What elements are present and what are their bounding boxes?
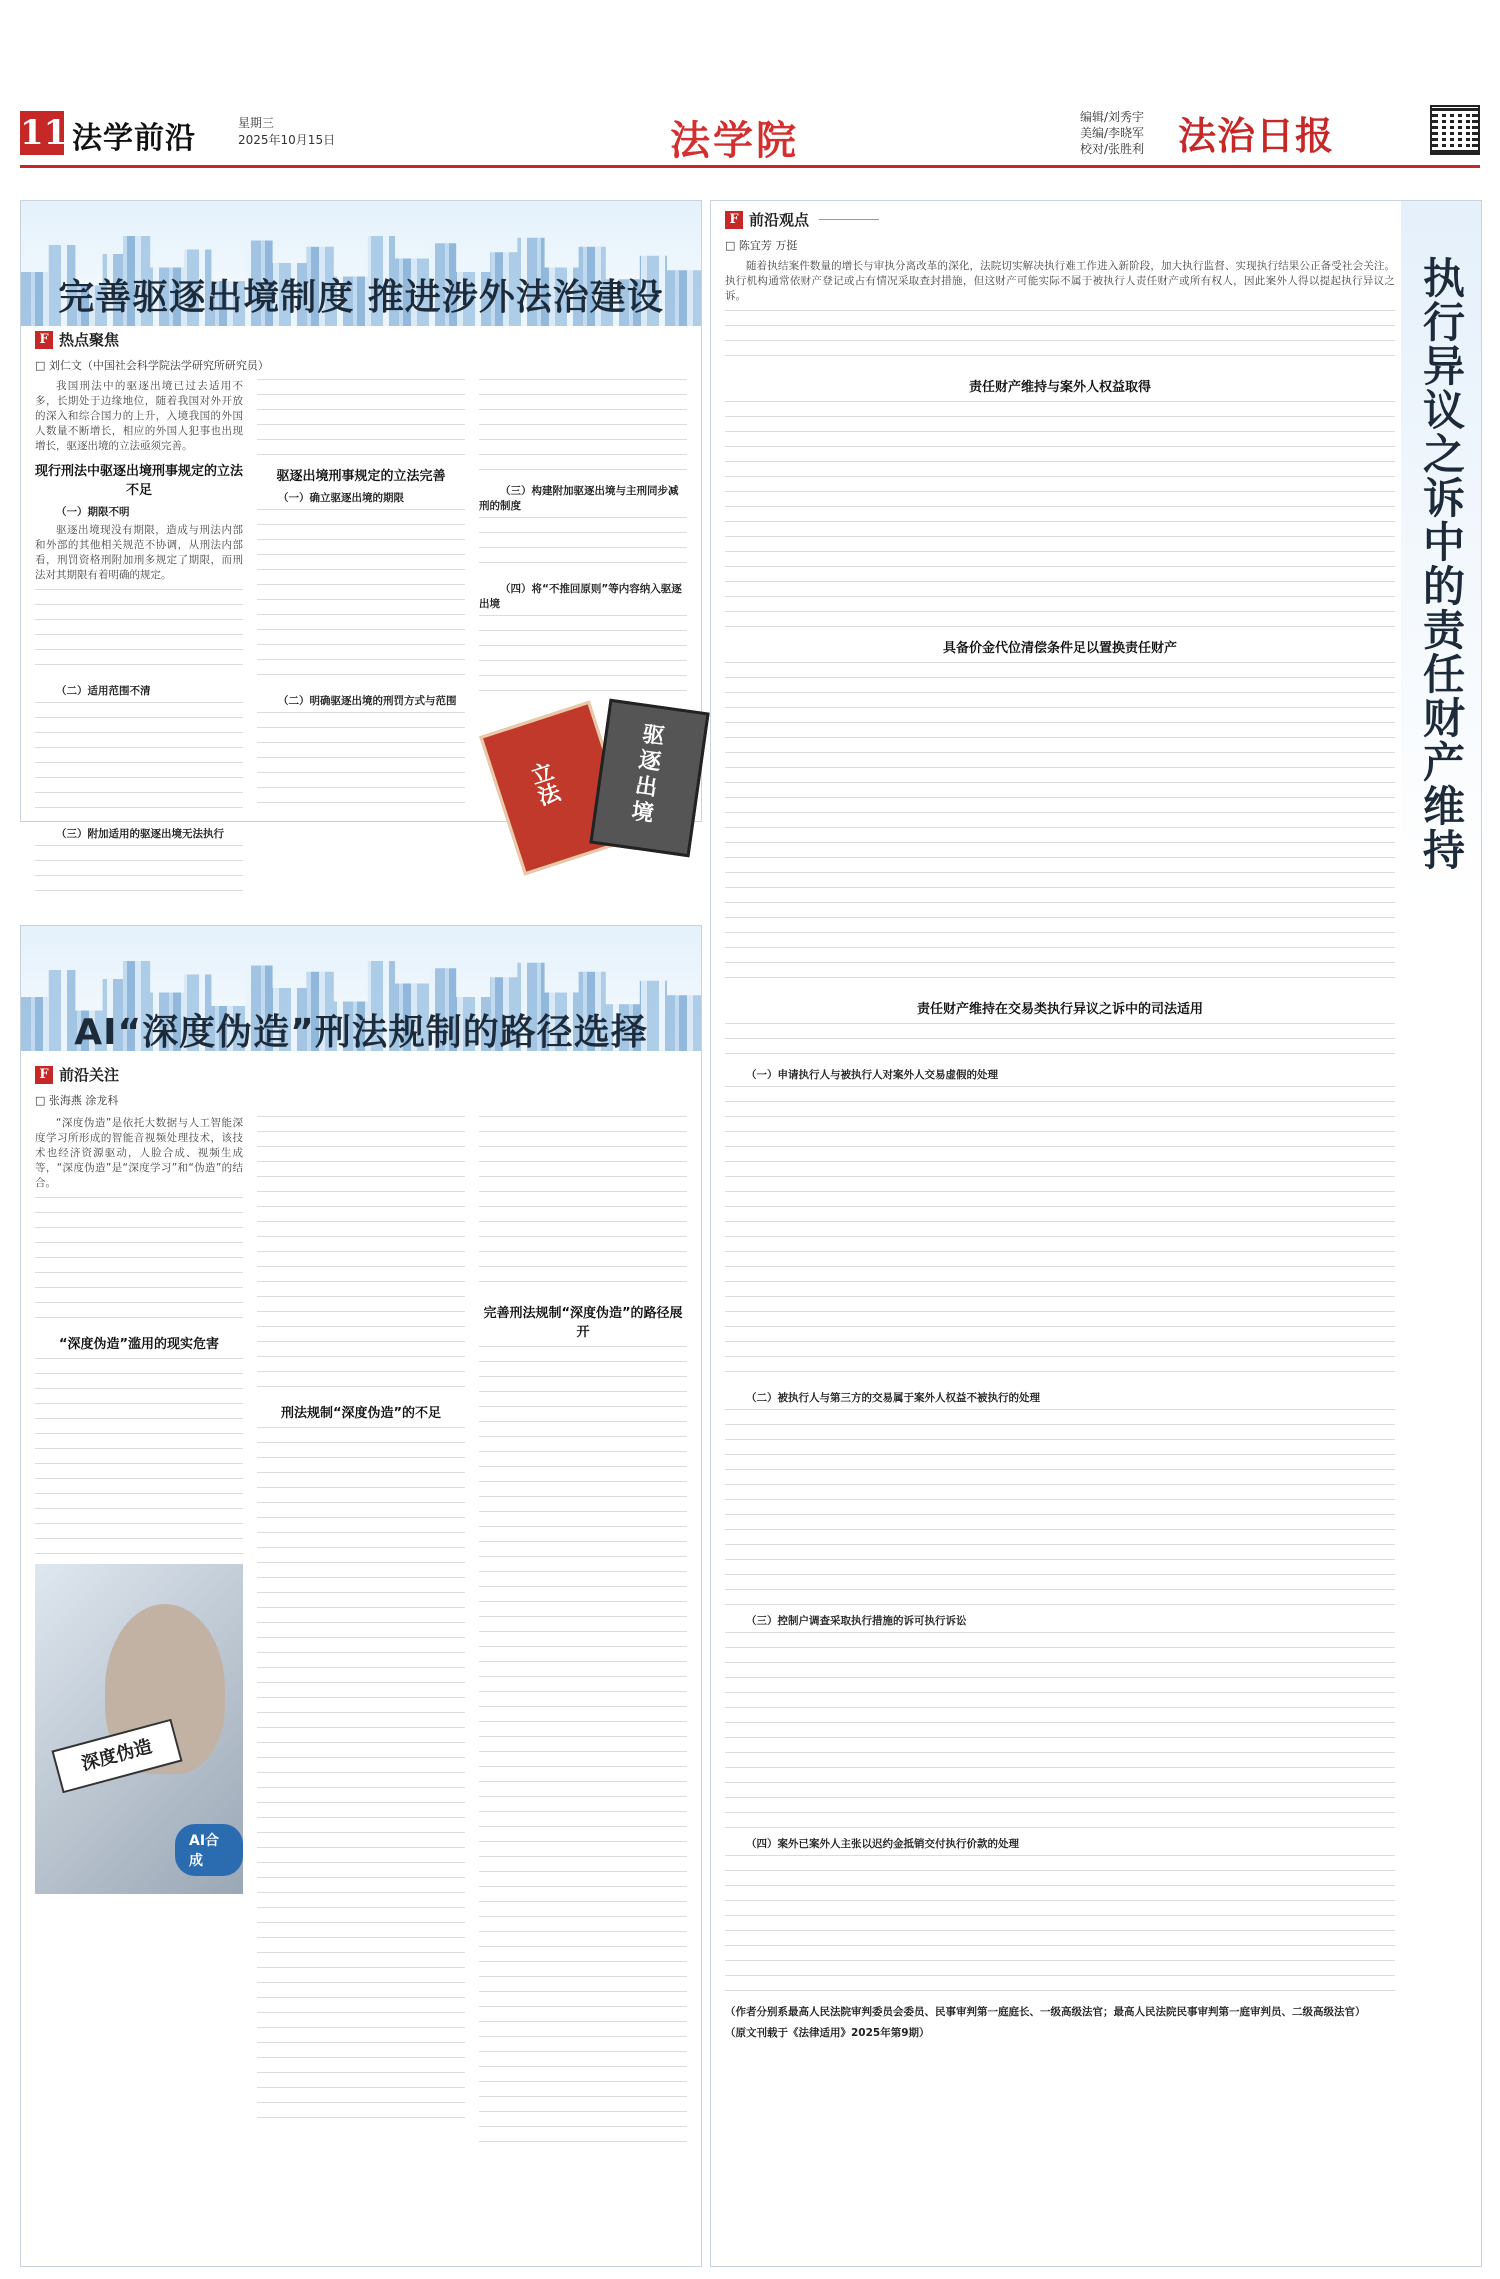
sign-label: 驱逐出境 <box>626 721 666 828</box>
point-heading: （三）控制户调查采取执行措施的诉可执行诉讼 <box>746 1615 967 1627</box>
text-block <box>35 1358 243 1558</box>
text-block <box>725 1855 1395 2005</box>
subhead: 现行刑法中驱逐出境刑事规定的立法不足 <box>35 464 244 498</box>
subhead: “深度伪造”滥用的现实危害 <box>58 1337 220 1352</box>
qr-code-icon <box>1430 105 1480 155</box>
article-columns <box>725 259 1395 2249</box>
date-box <box>238 115 335 149</box>
text-block <box>725 401 1395 631</box>
book-label: 立法 <box>524 759 563 809</box>
article-headline: 完善驱逐出境制度 推进涉外法治建设 <box>58 277 664 318</box>
masthead <box>20 105 1480 168</box>
deepfake-label: 深度伪造 <box>51 1719 182 1794</box>
channel-title: 法学院 <box>670 117 799 164</box>
text-block <box>479 379 687 479</box>
column-3 <box>479 1116 687 2256</box>
text-block <box>725 310 1395 370</box>
byline: □ 刘仁文（中国社会科学院法学研究所研究员） <box>35 359 269 372</box>
article-columns <box>35 1116 687 2256</box>
column-1 <box>35 1116 243 2256</box>
point-heading: （二）被执行人与第三方的交易属于案外人权益不被执行的处理 <box>746 1392 1040 1404</box>
subhead: 具备价金代位清偿条件足以置换责任财产 <box>942 641 1177 656</box>
text-block <box>257 1427 465 2127</box>
text-block <box>725 662 1395 992</box>
column-tag <box>35 1064 119 1085</box>
text-block <box>479 615 687 695</box>
illustration-deepfake <box>35 1564 243 1894</box>
subhead: 责任财产维持在交易类执行异议之诉中的司法适用 <box>916 1002 1203 1017</box>
issue-date: 2025年10月15日 <box>238 133 336 147</box>
illustration-legislation <box>479 695 687 865</box>
intro-paragraph: 我国刑法中的驱逐出境已过去适用不多，长期处于边缘地位，随着我国对外开放的深入和综合国力的上升，入境我国的外国人数量不断增长，相应的外国人犯事也出现增长，驱逐出境的立法亟须完善。 <box>35 380 243 452</box>
article-columns <box>35 379 687 840</box>
subhead: 责任财产维持与案外人权益取得 <box>968 380 1151 395</box>
point-heading: （一）期限不明 <box>56 506 130 518</box>
point-heading: （三）附加适用的驱逐出境无法执行 <box>56 828 224 840</box>
column-tag-label: 前沿观点 <box>749 211 810 229</box>
text-block <box>35 845 243 905</box>
column-2 <box>257 379 465 814</box>
text-block <box>479 517 687 577</box>
editor-line: 编辑/刘秀宇 <box>1080 110 1145 124</box>
text-block <box>725 1409 1395 1609</box>
byline: □ 陈宜芳 万挺 <box>725 239 798 252</box>
column-tag-label: 热点聚焦 <box>59 331 120 349</box>
text-block <box>725 1023 1395 1063</box>
intro-paragraph: “深度伪造”是依托大数据与人工智能深度学习所形成的智能音视频处理技术，该技术也经济资源驱动，人脸合成、视频生成等，“深度伪造”是“深度学习”和“伪造”的结合。 <box>35 1117 243 1189</box>
section-title: 法学前沿 <box>72 121 196 156</box>
designer-line: 美编/李晓军 <box>1080 126 1145 140</box>
point-heading: （二）适用范围不清 <box>56 685 151 697</box>
paper-logo: 法治日报 <box>1178 113 1335 158</box>
f-logo-icon: F <box>35 331 53 349</box>
tag-rule <box>819 219 879 220</box>
column-3 <box>479 379 687 828</box>
intro-paragraph: 随着执结案件数量的增长与审执分离改革的深化，法院切实解决执行难工作进入新阶段，加大执行监督、实现执行结果公正备受社会关注。执行机构通常依财产登记或占有情况采取查封措施，但这财产可能实际不属于被执行人责任财产或所有权人，因此案外人得以提起执行异议之诉。 <box>725 260 1395 302</box>
sign-illustration <box>589 699 709 858</box>
source-note: （原文刊载于《法律适用》2025年第9期） <box>725 2027 930 2039</box>
text-block <box>479 1346 687 2146</box>
subhead: 完善刑法规制“深度伪造”的路径展开 <box>483 1306 683 1340</box>
text-block <box>257 1116 465 1396</box>
point-heading: （三）构建附加驱逐出境与主刑同步减刑的制度 <box>479 485 679 512</box>
column-1 <box>35 379 244 840</box>
body-paragraph: 驱逐出境现没有期限，造成与刑法内部和外部的其他相关规范不协调，从刑法内部看，刑罚资格刑附加刑多规定了期限，而刑法对其期限有着明确的规定。 <box>35 524 243 581</box>
article-expulsion <box>20 200 702 840</box>
byline: □ 张海燕 涂龙科 <box>35 1094 119 1107</box>
text-block <box>257 509 465 689</box>
text-block <box>35 1197 243 1327</box>
proofreader-line: 校对/张胜利 <box>1080 142 1145 156</box>
column-2 <box>257 1116 465 2256</box>
text-block <box>725 1632 1395 1832</box>
point-heading: （四）案外已案外人主张以迟约金抵销交付执行价款的处理 <box>746 1838 1019 1850</box>
author-note: （作者分别系最高人民法院审判委员会委员、民事审判第一庭庭长、一级高级法官；最高人民法院民事审判第一庭审判员、二级高级法官） <box>725 2006 1366 2018</box>
text-block <box>35 702 243 822</box>
article-deepfake <box>20 925 702 2267</box>
ai-badge: AI合成 <box>175 1824 243 1876</box>
page-number: 11 <box>20 113 68 153</box>
point-heading: （一）确立驱逐出境的期限 <box>278 492 404 504</box>
editor-credits <box>1080 109 1144 157</box>
column-1 <box>725 259 1395 2249</box>
subhead: 刑法规制“深度伪造”的不足 <box>280 1406 442 1421</box>
weekday: 星期三 <box>238 116 275 130</box>
text-block <box>479 1116 687 1296</box>
column-tag <box>35 329 119 350</box>
f-logo-icon: F <box>35 1066 53 1084</box>
text-block <box>35 589 243 679</box>
column-tag <box>725 209 879 230</box>
point-heading: （一）申请执行人与被执行人对案外人交易虚假的处理 <box>746 1069 998 1081</box>
f-logo-icon: F <box>725 211 743 229</box>
vertical-headline: 执行异议之诉中的责任财产维持 <box>1417 256 1466 872</box>
column-tag-label: 前沿关注 <box>59 1066 120 1084</box>
text-block <box>257 712 465 812</box>
point-heading: （四）将“不推回原则”等内容纳入驱逐出境 <box>479 583 682 610</box>
text-block <box>257 379 465 459</box>
article-headline: AI“深度伪造”刑法规制的路径选择 <box>74 1012 648 1053</box>
article-execution-objection <box>710 200 1482 2267</box>
subhead: 驱逐出境刑事规定的立法完善 <box>276 469 446 484</box>
text-block <box>725 1086 1395 1386</box>
point-heading: （二）明确驱逐出境的刑罚方式与范围 <box>278 695 457 707</box>
